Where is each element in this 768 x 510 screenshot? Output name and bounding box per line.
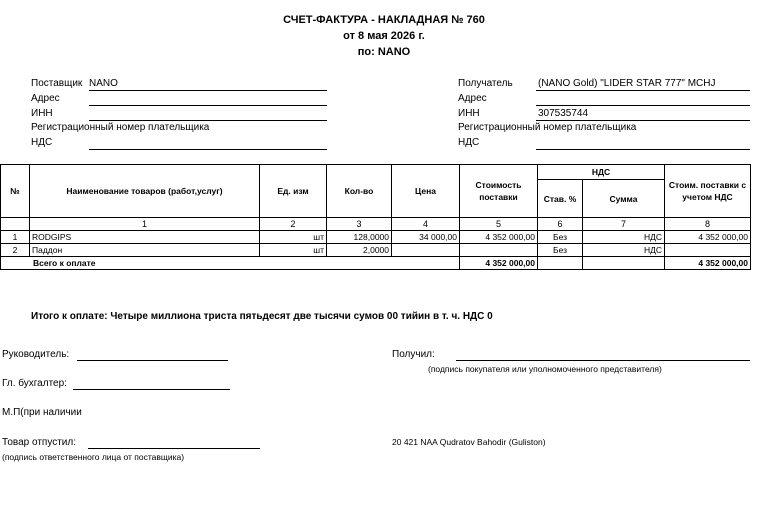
header-num: №: [1, 165, 30, 218]
column-number: 4: [392, 218, 460, 231]
recipient-vat-line: [536, 149, 750, 150]
header-vat-sum: Сумма: [583, 180, 665, 218]
column-number: [1, 218, 30, 231]
released-signature-line: [88, 448, 260, 449]
recipient-vat-label: НДС: [458, 137, 480, 148]
header-price: Цена: [392, 165, 460, 218]
supplier-name: NANO: [89, 78, 118, 89]
document-by: по: NANO: [357, 46, 411, 58]
header-vat-group: НДС: [538, 165, 665, 180]
row-vat-rate: Без: [538, 244, 583, 257]
supplier-address-line: [89, 105, 327, 106]
recipient-name-line: [536, 90, 750, 91]
recipient-label: Получатель: [458, 78, 513, 89]
stamp-label: М.П(при наличии: [2, 407, 82, 418]
row-price: [392, 244, 460, 257]
row-total: 4 352 000,00: [665, 231, 751, 244]
total-vat-rate: [538, 257, 583, 270]
column-number-row: [1, 218, 751, 231]
row-vat-sum: НДС: [583, 231, 665, 244]
supplier-label: Поставщик: [31, 78, 83, 89]
table-row: [1, 244, 751, 257]
column-number: 5: [460, 218, 538, 231]
recipient-address-line: [536, 105, 750, 106]
accountant-signature-line: [73, 389, 230, 390]
received-caption: (подпись покупателя или уполномоченного представителя): [428, 364, 662, 374]
total-vat-sum: [583, 257, 665, 270]
total-cost: 4 352 000,00: [460, 257, 538, 270]
row-qty: 2,0000: [327, 244, 392, 257]
header-vat-rate: Став. %: [538, 180, 583, 218]
row-name: RODGIPS: [30, 231, 260, 244]
received-label: Получил:: [392, 349, 435, 360]
document-title: СЧЕТ-ФАКТУРА - НАКЛАДНАЯ № 760: [283, 14, 485, 26]
column-number: 8: [665, 218, 751, 231]
recipient-inn-line: [536, 120, 750, 121]
header-cost: Стоимость поставки: [460, 165, 538, 218]
row-vat-sum: НДС: [583, 244, 665, 257]
recipient-name: (NANO Gold) "LIDER STAR 777" MCHJ: [538, 78, 716, 89]
supplier-vat-line: [89, 149, 327, 150]
director-signature-line: [77, 360, 228, 361]
column-number: 1: [30, 218, 260, 231]
row-unit: шт: [260, 244, 327, 257]
row-cost: 4 352 000,00: [460, 231, 538, 244]
supplier-address-label: Адрес: [31, 93, 60, 104]
document-date: от 8 мая 2026 г.: [343, 30, 425, 42]
supplier-vat-label: НДС: [31, 137, 53, 148]
column-number: 7: [583, 218, 665, 231]
header-name: Наименование товаров (работ,услуг): [30, 165, 260, 218]
total-row: [1, 257, 751, 270]
header-total-with-vat: Стоим. поставки с учетом НДС: [665, 165, 751, 218]
director-label: Руководитель:: [2, 349, 70, 360]
total-with-vat: 4 352 000,00: [665, 257, 751, 270]
row-price: 34 000,00: [392, 231, 460, 244]
supplier-inn-label: ИНН: [31, 108, 53, 119]
row-unit: шт: [260, 231, 327, 244]
header-qty: Кол-во: [327, 165, 392, 218]
sum-in-words: Итого к оплате: Четыре миллиона триста пятьдесят две тысячи сумов 00 тийин в т. ч. НДС 0: [31, 311, 493, 322]
column-number: 3: [327, 218, 392, 231]
recipient-inn-value: 307535744: [538, 108, 589, 119]
row-name: Паддон: [30, 244, 260, 257]
supplier-name-line: [89, 90, 327, 91]
supplier-reg-label: Регистрационный номер плательщика: [31, 122, 210, 133]
column-number: 6: [538, 218, 583, 231]
recipient-inn-label: ИНН: [458, 108, 480, 119]
table-header-row: [1, 165, 751, 180]
invoice-table: [0, 164, 751, 270]
row-num: 1: [1, 231, 30, 244]
row-vat-rate: Без: [538, 231, 583, 244]
total-label: Всего к оплате: [1, 257, 460, 270]
row-num: 2: [1, 244, 30, 257]
header-unit: Ед. изм: [260, 165, 327, 218]
row-qty: 128,0000: [327, 231, 392, 244]
received-signature-line: [456, 360, 750, 361]
column-number: 2: [260, 218, 327, 231]
recipient-reg-label: Регистрационный номер плательщика: [458, 122, 637, 133]
row-cost: [460, 244, 538, 257]
released-caption: (подпись ответственного лица от поставщика): [2, 452, 185, 462]
accountant-label: Гл. бухгалтер:: [2, 378, 67, 389]
table-row: [1, 231, 751, 244]
supplier-inn-line: [89, 120, 327, 121]
row-total: [665, 244, 751, 257]
recipient-address-label: Адрес: [458, 93, 487, 104]
sales-agent: 20 421 NAA Qudratov Bahodir (Guliston): [392, 437, 546, 447]
released-label: Товар отпустил:: [2, 437, 76, 448]
